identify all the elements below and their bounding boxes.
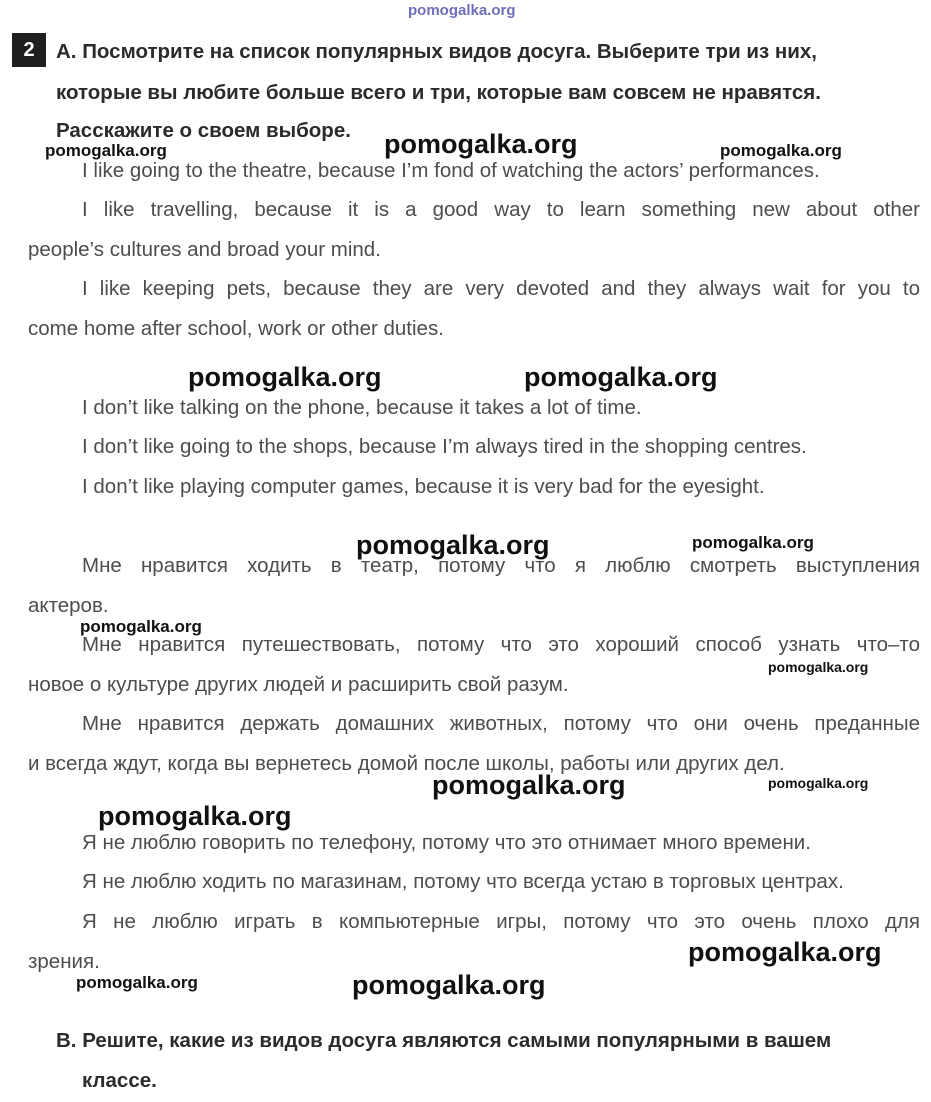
english-line-1: I like going to the theatre, because I’m fond of watching the actors’ performances. [82,159,820,182]
watermark-overlay: pomogalka.org [688,937,882,967]
task-b-line-2: классе. [82,1069,157,1092]
watermark-overlay: pomogalka.org [98,801,292,831]
english-line-8: I don’t like playing computer games, because it is very bad for the eyesight. [82,475,765,498]
russian-line-5: Мне нравится держать домашних животных, потому что они очень преданные [82,712,920,735]
russian-line-6: и всегда ждут, когда вы вернетесь домой после школы, работы или других дел. [28,752,785,775]
russian-line-7: Я не люблю говорить по телефону, потому что это отнимает много времени. [82,831,811,854]
watermark-top: pomogalka.org [408,2,516,19]
task-number-badge: 2 [12,33,46,67]
task-a-line-2: которые вы любите больше всего и три, которые вам совсем не нравятся. [56,81,821,104]
watermark-overlay: pomogalka.org [188,362,382,392]
task-a-line-1: A. Посмотрите на список популярных видов досуга. Выберите три из них, [56,40,817,63]
watermark-overlay: pomogalka.org [432,770,626,800]
watermark-overlay: pomogalka.org [80,617,202,636]
english-line-7: I don’t like going to the shops, because I’m always tired in the shopping centres. [82,435,807,458]
watermark-overlay: pomogalka.org [384,129,578,159]
russian-line-1: Мне нравится ходить в театр, потому что я люблю смотреть выступления [82,554,920,577]
russian-line-8: Я не люблю ходить по магазинам, потому что всегда устаю в торговых центрах. [82,870,844,893]
russian-line-10: зрения. [28,950,100,973]
watermark-overlay: pomogalka.org [45,141,167,160]
english-line-2: I like travelling, because it is a good way to learn something new about other [82,198,920,221]
russian-line-3: Мне нравится путешествовать, потому что это хороший способ узнать что–то [82,633,920,656]
watermark-overlay: pomogalka.org [768,659,869,675]
watermark-overlay: pomogalka.org [524,362,718,392]
watermark-overlay: pomogalka.org [768,775,869,791]
task-b-line-1: B. Решите, какие из видов досуга являются самыми популярными в вашем [56,1029,832,1052]
watermark-overlay: pomogalka.org [692,533,814,552]
english-line-6: I don’t like talking on the phone, because it takes a lot of time. [82,396,642,419]
watermark-overlay: pomogalka.org [352,970,546,1000]
russian-line-4: новое о культуре других людей и расширить свой разум. [28,673,569,696]
english-line-5: come home after school, work or other duties. [28,317,444,340]
watermark-overlay: pomogalka.org [356,530,550,560]
watermark-overlay: pomogalka.org [720,141,842,160]
english-line-4: I like keeping pets, because they are very devoted and they always wait for you to [82,277,920,300]
russian-line-9: Я не люблю играть в компьютерные игры, потому что это очень плохо для [82,910,920,933]
english-line-3: people’s cultures and broad your mind. [28,238,381,261]
russian-line-2: актеров. [28,594,109,617]
task-a-line-3: Расскажите о своем выборе. [56,119,351,142]
watermark-overlay: pomogalka.org [76,973,198,992]
